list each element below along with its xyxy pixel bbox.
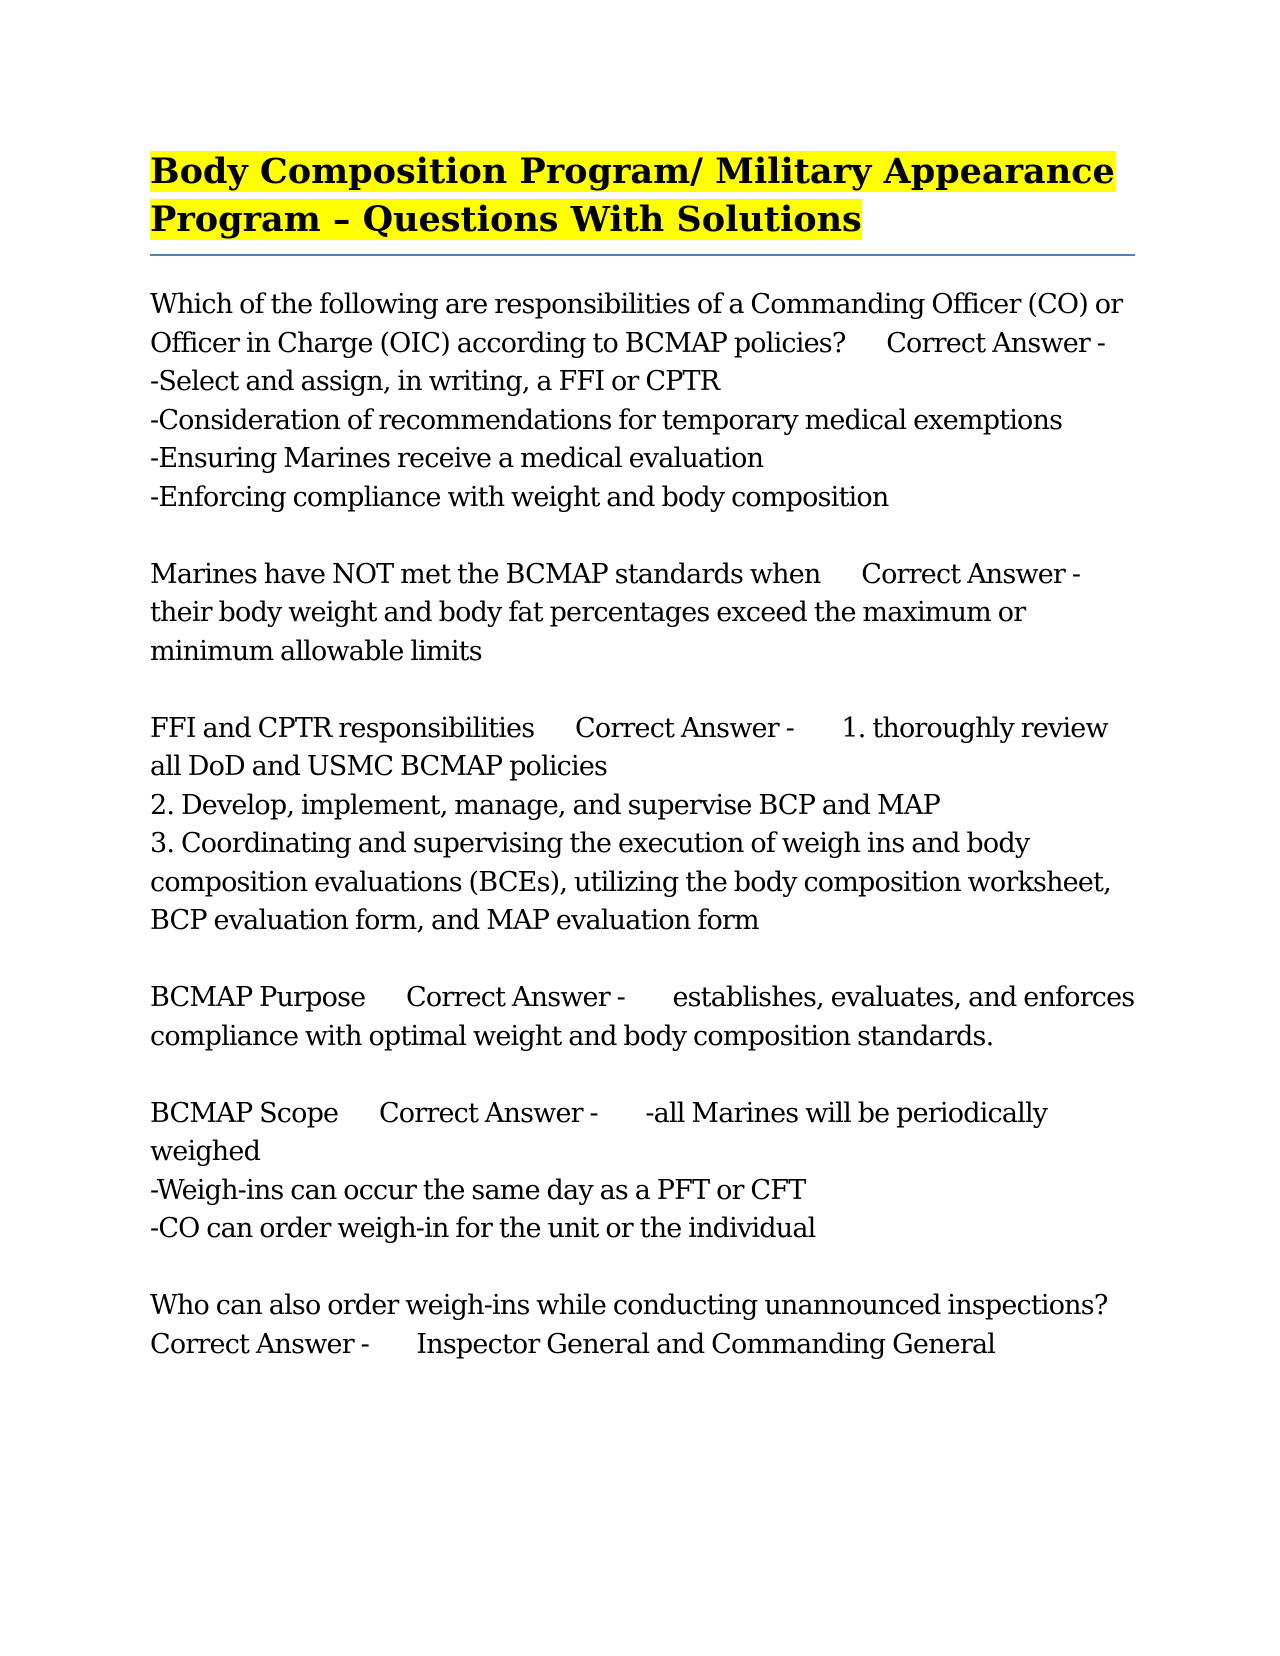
qa-entry — [150, 979, 1142, 1056]
document-page — [150, 148, 1142, 1403]
correct-answer-label: Correct Answer - — [861, 558, 1081, 590]
correct-answer-label: Correct Answer - — [150, 1328, 369, 1360]
question-text: Marines have NOT met the BCMAP standards when — [150, 558, 821, 590]
answer-text: their body weight and body fat percentages exceed the maximum or minimum allowable limits — [150, 597, 1033, 667]
question-text: BCMAP Purpose — [150, 982, 366, 1013]
correct-answer-label: Correct Answer - — [378, 1097, 598, 1129]
answer-text: Inspector General and Commanding General — [416, 1328, 996, 1360]
title-line-2: Program – Questions With Solutions — [150, 199, 862, 240]
question-text: FFI and CPTR responsibilities — [150, 712, 535, 744]
question-text: Which of the following are responsibilities of a Commanding Officer (CO) or Officer in Charge (OIC) according to BCMAP policies? — [150, 289, 1130, 359]
qa-entry — [150, 556, 1135, 672]
question-text: BCMAP Scope — [150, 1097, 339, 1129]
title-line-1: Body Composition Program/ Military Appearance — [150, 151, 1115, 192]
question-text: Who can also order weigh-ins while conducting unannounced inspections? — [150, 1290, 1108, 1321]
qa-list — [150, 286, 1142, 1364]
answer-text: -Select and assign, in writing, a FFI or CPTR -Consideration of recommendations for temporary medical exemptions -Ensuring Marines receive a medical evaluation -Enforcing compliance with weight and body composition — [150, 366, 1063, 513]
answer-text: -all Marines will be periodically weighed -Weigh-ins can occur the same day as a PFT or CFT -CO can order weigh-in for the unit or the individual — [150, 1097, 1048, 1244]
correct-answer-label: Correct Answer - — [886, 327, 1106, 359]
correct-answer-label: Correct Answer - — [406, 982, 625, 1013]
qa-entry — [150, 286, 1135, 517]
correct-answer-label: Correct Answer - — [575, 712, 794, 744]
qa-entry — [150, 1095, 1135, 1249]
answer-text: establishes, evaluates, and enforces compliance with optimal weight and body composition standards. — [150, 982, 1142, 1052]
answer-text: 1. thoroughly review all DoD and USMC BCMAP policies 2. Develop, implement, manage, and supervise BCP and MAP 3. Coordinating and supervising the execution of weigh ins and body composition evaluations (BCEs), utilizing the body composition worksheet, BCP evaluation form, and MAP evaluation form — [150, 712, 1111, 936]
document-title — [150, 148, 1135, 244]
title-block — [150, 148, 1135, 256]
qa-entry — [150, 710, 1135, 941]
qa-entry — [150, 1287, 1135, 1364]
